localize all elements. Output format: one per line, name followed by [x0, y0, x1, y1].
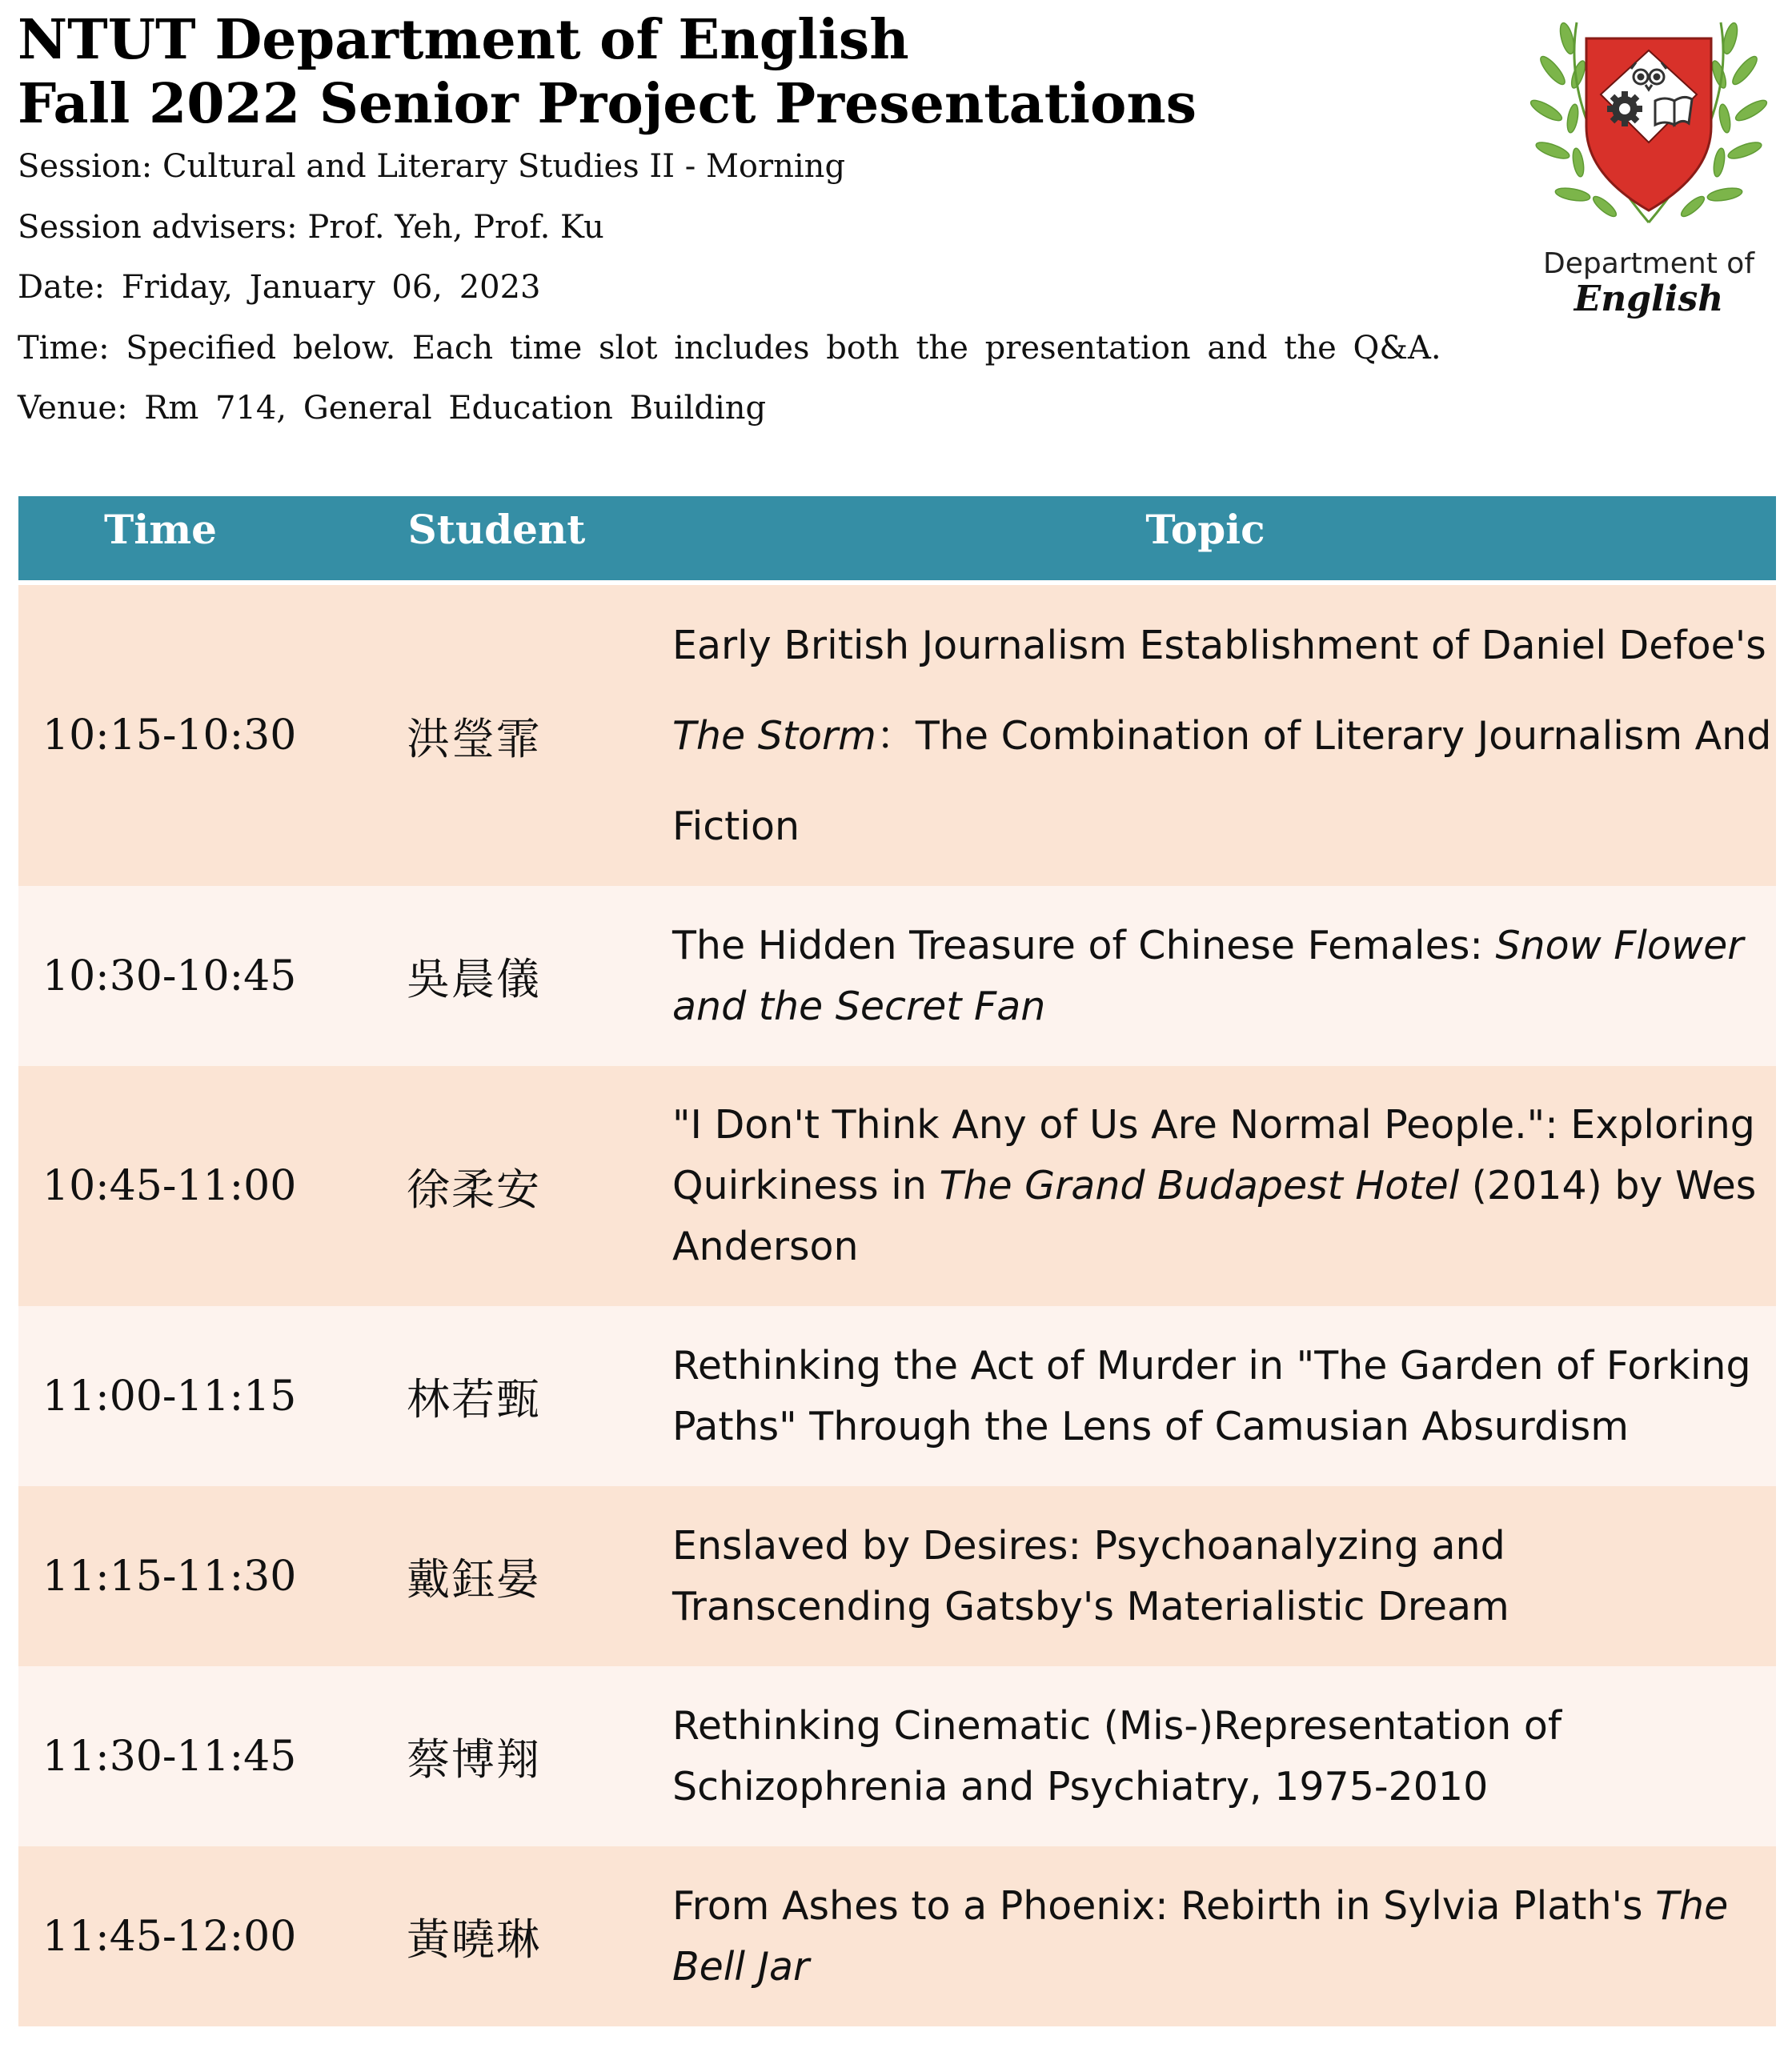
table-body	[18, 585, 1776, 2026]
cell-topic	[672, 1516, 1773, 1637]
cell-topic	[672, 600, 1773, 872]
table-row	[18, 1846, 1776, 2026]
cell-time: 11:00-11:15	[42, 1372, 297, 1421]
topic-text: Early British Journalism Establishment of Daniel Defoe's	[672, 622, 1766, 668]
table-row	[18, 585, 1776, 886]
topic-italic-title: The Grand Budapest Hotel	[939, 1163, 1460, 1208]
session-info: Session: Cultural and Literary Studies II - Morning	[18, 148, 846, 185]
gear-icon	[1607, 91, 1642, 126]
cell-time: 10:15-10:30	[42, 711, 297, 759]
cell-time: 11:45-12:00	[42, 1912, 297, 1961]
open-book-icon	[1655, 97, 1692, 125]
cell-student: 戴鈺晏	[407, 1554, 541, 1605]
topic-text: Rethinking Cinematic (Mis-)Representation of Schizophrenia and Psychiatry, 1975-2010	[672, 1702, 1562, 1810]
cell-time: 10:45-11:00	[42, 1162, 297, 1210]
topic-text: Enslaved by Desires: Psychoanalyzing and Transcending Gatsby's Materialistic Dream	[672, 1522, 1509, 1629]
page-title-line-2: Fall 2022 Senior Project Presentations	[18, 72, 1197, 136]
topic-italic-title: The Bell Jar	[672, 1882, 1729, 1990]
logo-text-english: English	[1574, 279, 1724, 319]
cell-student: 洪瑩霏	[407, 713, 541, 764]
table-row	[18, 1306, 1776, 1486]
table-row	[18, 886, 1776, 1066]
cell-time: 10:30-10:45	[42, 952, 297, 1000]
logo-text-department: Department of	[1543, 247, 1754, 280]
topic-text: "I Don't Think Any of Us Are Normal People.": Exploring Quirkiness in	[672, 1102, 1755, 1208]
laurel-wreath-icon	[1529, 6, 1769, 238]
cell-student: 林若甄	[407, 1374, 541, 1425]
date-info: Date: Friday, January 06, 2023	[18, 269, 541, 306]
cell-time: 11:15-11:30	[42, 1552, 297, 1601]
schedule-table	[18, 496, 1776, 2026]
header-topic: Topic	[1145, 506, 1265, 553]
page-title-line-1: NTUT Department of English	[18, 8, 909, 72]
cell-student: 吳晨儀	[407, 954, 541, 1004]
advisers-info: Session advisers: Prof. Yeh, Prof. Ku	[18, 209, 604, 246]
topic-text: From Ashes to a Phoenix: Rebirth in Sylvia Plath's	[672, 1882, 1656, 1929]
header-time: Time	[104, 506, 217, 553]
topic-text: The Hidden Treasure of Chinese Females:	[672, 922, 1496, 968]
department-logo	[1529, 6, 1769, 327]
cell-topic	[672, 1336, 1773, 1457]
topic-text: ：The Combination of Literary Journalism And Fiction	[672, 712, 1772, 849]
cell-topic	[672, 916, 1773, 1037]
table-row	[18, 1666, 1776, 1846]
cell-time: 11:30-11:45	[42, 1732, 297, 1781]
cell-student: 徐柔安	[407, 1164, 541, 1215]
table-header	[18, 496, 1776, 585]
cell-student: 蔡博翔	[407, 1734, 541, 1785]
topic-text: Rethinking the Act of Murder in "The Garden of Forking Paths" Through the Lens of Camusian Absurdism	[672, 1342, 1751, 1449]
cell-student: 黃曉琳	[407, 1914, 541, 1965]
header-student: Student	[407, 506, 586, 553]
topic-italic-title: Snow Flower and the Secret Fan	[672, 922, 1744, 1029]
topic-text: (2014) by Wes Anderson	[672, 1163, 1757, 1269]
cell-topic	[672, 1095, 1773, 1277]
time-info: Time: Specified below. Each time slot includes both the presentation and the Q&A.	[18, 330, 1441, 367]
cell-topic	[672, 1696, 1773, 1818]
table-row	[18, 1486, 1776, 1666]
table-row	[18, 1066, 1776, 1306]
topic-italic-title: The Storm	[672, 712, 876, 759]
venue-info: Venue: Rm 714, General Education Building	[18, 390, 767, 427]
cell-topic	[672, 1876, 1773, 1998]
